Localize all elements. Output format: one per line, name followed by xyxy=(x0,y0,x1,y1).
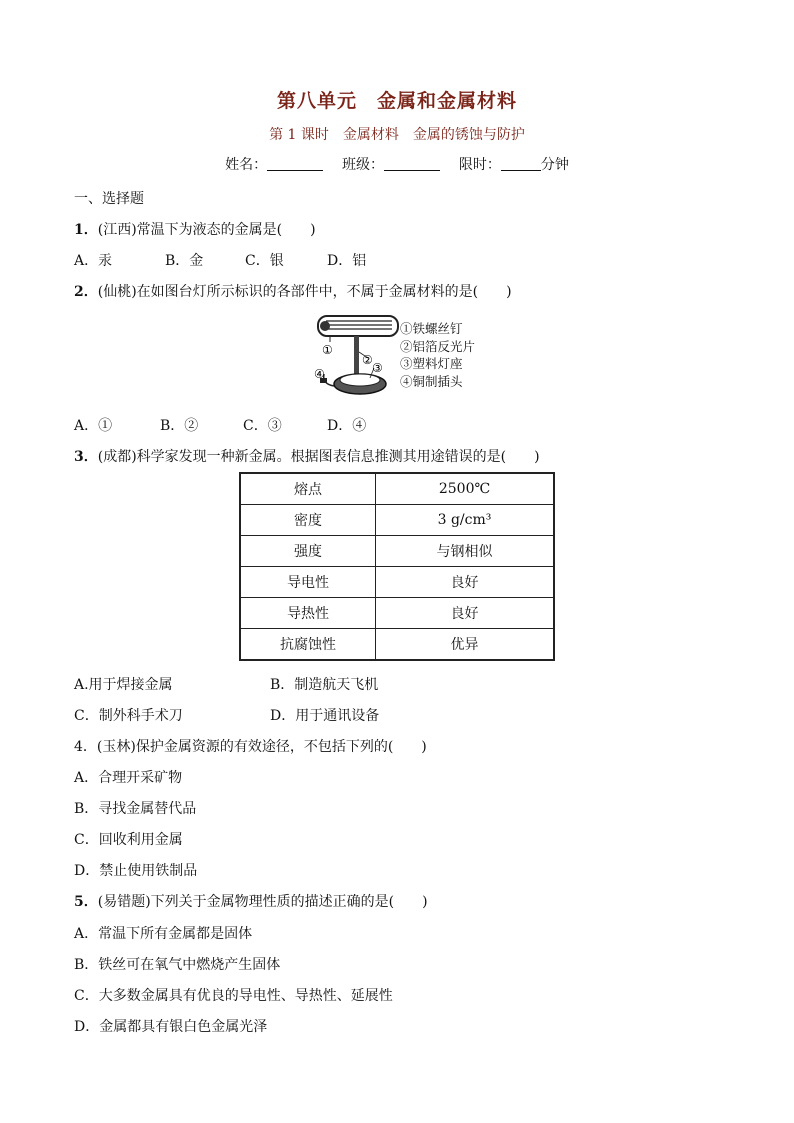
q1-option-d[interactable]: D．铝 xyxy=(327,253,367,269)
question-1 xyxy=(74,219,316,239)
q2-option-d[interactable]: D．④ xyxy=(327,418,367,434)
student-info-fields xyxy=(0,154,794,174)
lesson-subtitle: 第 1 课时 金属材料 金属的锈蚀与防护 xyxy=(269,127,525,143)
q4-option-a[interactable]: A．合理开采矿物 xyxy=(74,770,183,786)
q5-option-a[interactable]: A．常温下所有金属都是固体 xyxy=(74,926,253,942)
marker-1: ① xyxy=(322,343,333,357)
question-2 xyxy=(74,281,512,301)
q4-option-d[interactable]: D．禁止使用铁制品 xyxy=(74,863,198,879)
property-name: 熔点 xyxy=(240,473,376,505)
time-label: 限时： xyxy=(458,157,501,173)
property-name: 导热性 xyxy=(240,598,376,629)
property-value: 良好 xyxy=(376,598,555,629)
time-blank[interactable] xyxy=(501,156,541,171)
q3-option-a[interactable]: A.用于焊接金属 xyxy=(74,677,173,693)
table-row xyxy=(240,505,554,536)
property-name: 抗腐蚀性 xyxy=(240,629,376,661)
question-text: (江西)常温下为液态的金属是( ) xyxy=(97,222,316,238)
question-5 xyxy=(74,891,428,911)
question-number: 5． xyxy=(74,894,98,910)
property-value: 与钢相似 xyxy=(376,536,555,567)
name-label: 姓名： xyxy=(225,157,268,173)
name-blank[interactable] xyxy=(267,156,323,171)
q5-option-d[interactable]: D．金属都具有银白色金属光泽 xyxy=(74,1019,268,1035)
q5-option-b[interactable]: B．铁丝可在氧气中燃烧产生固体 xyxy=(74,957,281,973)
question-4: 4．(玉林)保护金属资源的有效途径，不包括下列的( ) xyxy=(74,739,427,755)
table-row xyxy=(240,473,554,505)
marker-2: ② xyxy=(362,353,373,367)
q3-option-c[interactable]: C．制外科手术刀 xyxy=(74,708,183,724)
lamp-part-labels xyxy=(400,320,475,390)
question-text: (成都)科学家发现一种新金属。根据图表信息推测其用途错误的是( ) xyxy=(97,449,540,465)
class-blank[interactable] xyxy=(384,156,440,171)
lamp-label-1: ①铁螺丝钉 xyxy=(400,321,463,336)
lamp-label-2: ②铝箔反光片 xyxy=(400,338,476,354)
marker-3: ③ xyxy=(372,361,383,375)
table-row xyxy=(240,536,554,567)
q4-option-b[interactable]: B．寻找金属替代品 xyxy=(74,801,197,817)
property-name: 密度 xyxy=(240,505,376,536)
table-row xyxy=(240,567,554,598)
property-value: 优异 xyxy=(376,629,555,661)
time-unit: 分钟 xyxy=(540,157,569,173)
property-value: 3 g/cm³ xyxy=(376,505,555,536)
question-number: 1． xyxy=(74,222,98,238)
q2-option-b[interactable]: B．② xyxy=(160,418,199,434)
q3-option-b[interactable]: B．制造航天飞机 xyxy=(270,677,379,693)
property-name: 强度 xyxy=(240,536,376,567)
q2-option-a[interactable]: A．① xyxy=(74,418,113,434)
page-title: 第八单元 金属和金属材料 xyxy=(276,90,517,112)
metal-properties-table xyxy=(239,472,555,661)
section-heading: 一、选择题 xyxy=(74,191,144,207)
property-name: 导电性 xyxy=(240,567,376,598)
q1-option-c[interactable]: C．银 xyxy=(245,253,284,269)
table-row xyxy=(240,598,554,629)
table-row xyxy=(240,629,554,661)
question-number: 3． xyxy=(74,449,98,465)
class-label: 班级： xyxy=(342,157,384,173)
desk-lamp-figure xyxy=(312,312,502,404)
question-3 xyxy=(74,446,540,466)
q3-option-d[interactable]: D．用于通讯设备 xyxy=(270,708,380,724)
q1-option-b[interactable]: B．金 xyxy=(165,253,204,269)
property-value: 良好 xyxy=(376,567,555,598)
marker-4: ④ xyxy=(314,367,325,381)
question-number: 2． xyxy=(74,284,98,300)
question-text: (易错题)下列关于金属物理性质的描述正确的是( ) xyxy=(97,894,428,910)
question-text: (仙桃)在如图台灯所示标识的各部件中，不属于金属材料的是( ) xyxy=(97,284,512,300)
q1-option-a[interactable]: A．汞 xyxy=(74,253,113,269)
q5-option-c[interactable]: C．大多数金属具有优良的导电性、导热性、延展性 xyxy=(74,988,393,1004)
q4-option-c[interactable]: C．回收利用金属 xyxy=(74,832,183,848)
lamp-label-3: ③塑料灯座 xyxy=(400,356,463,371)
q2-option-c[interactable]: C．③ xyxy=(243,418,282,434)
property-value: 2500℃ xyxy=(376,473,555,505)
lamp-label-4: ④铜制插头 xyxy=(400,373,463,389)
